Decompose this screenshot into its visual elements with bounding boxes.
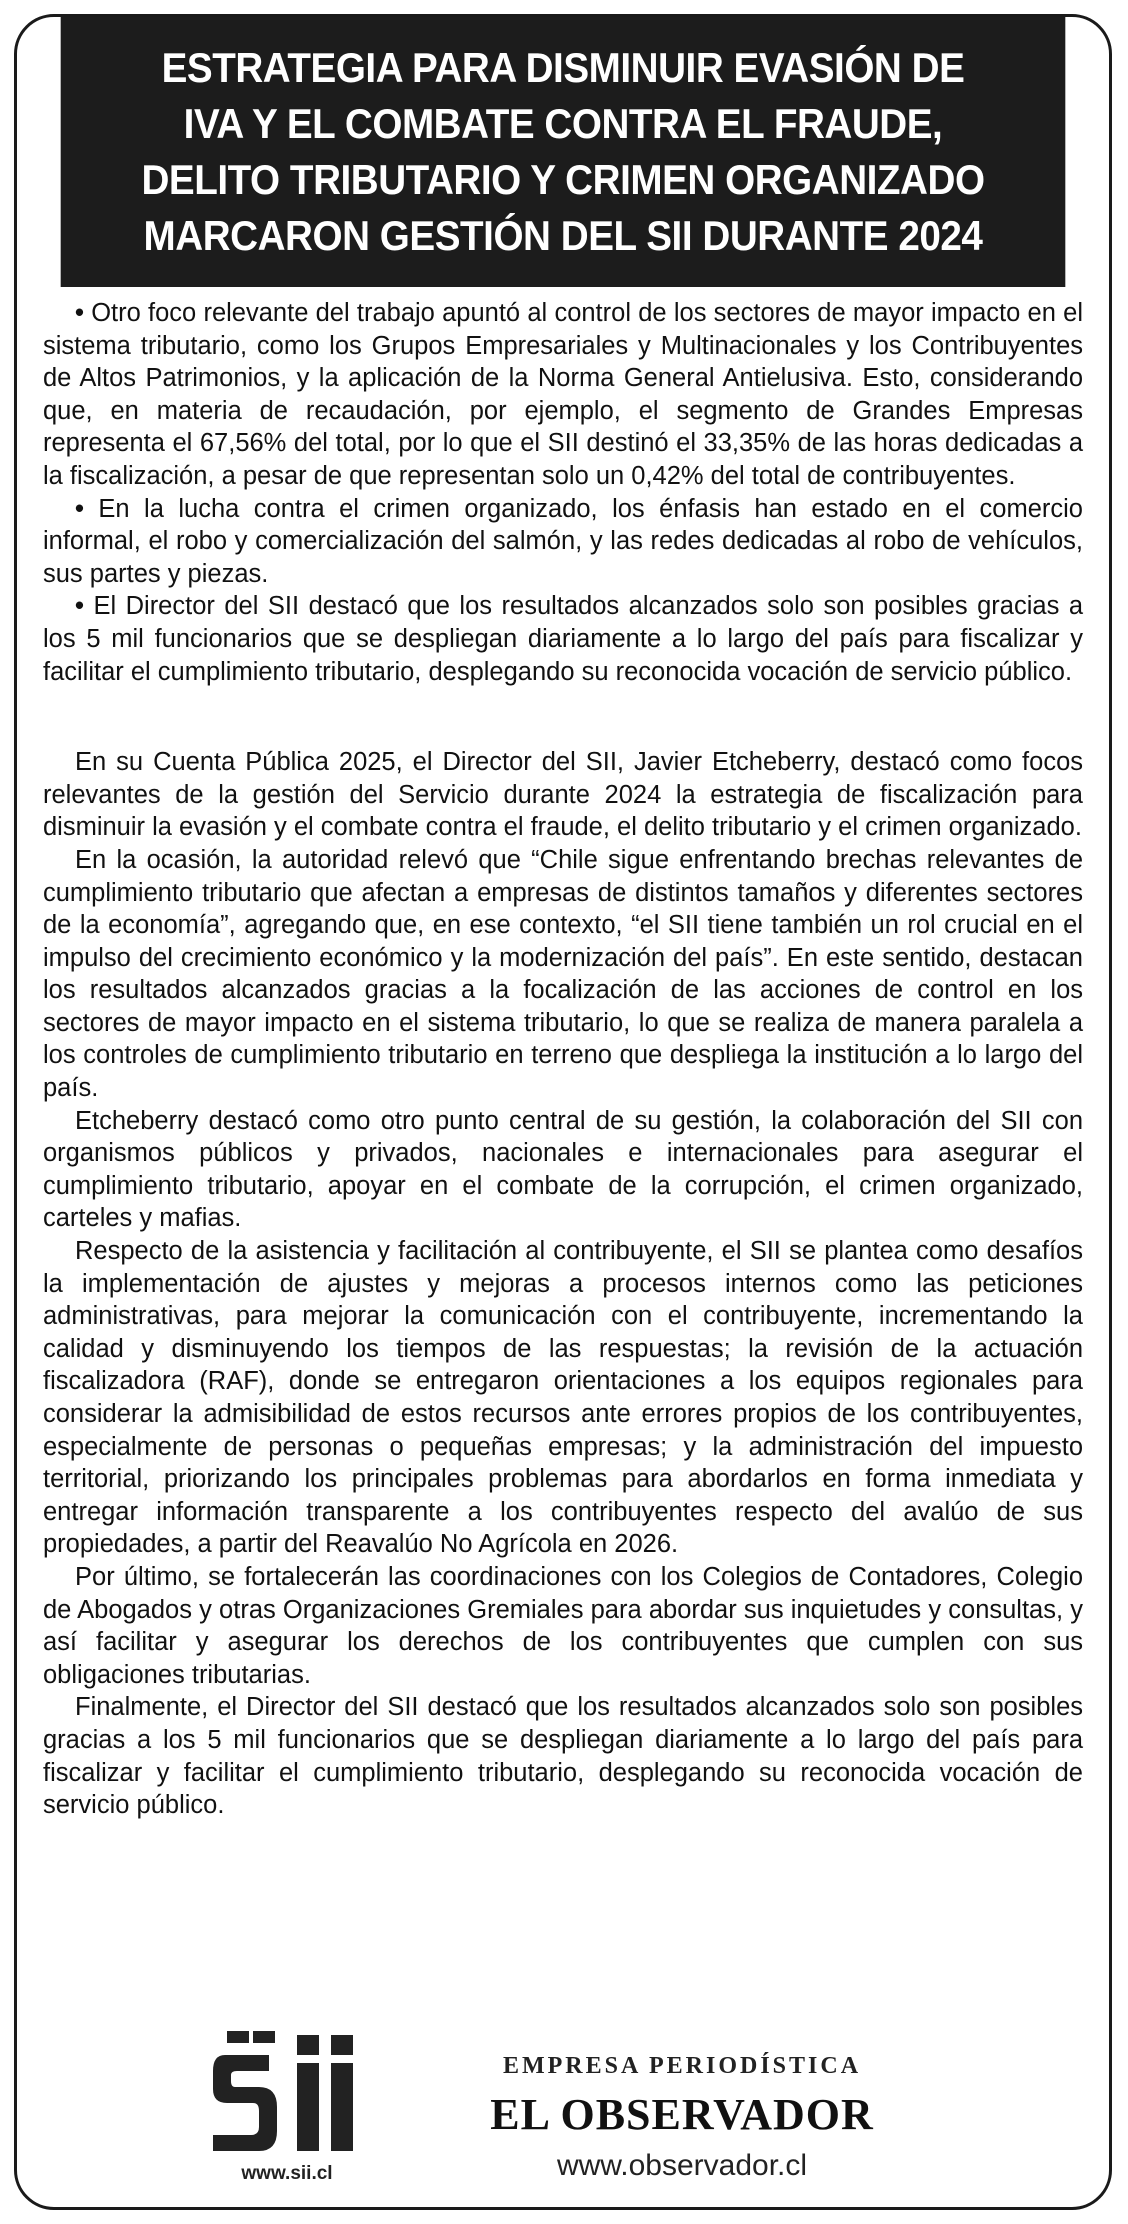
- bullet-item: • Otro foco relevante del trabajo apuntó al control de los sectores de mayor impacto en el sistema tributario, como los Grupos Empresariales y Multinacionales y los Contribuyentes de Altos Patrimonios, y la aplicación de la Norma General Antielusiva. Esto, considerando que, en materia de recaudación, por ejemplo, el segmento de Grandes Empresas representa el 67,56% del total, por lo que el SII destinó el 33,35% de las horas dedicadas a la fiscalización, a pesar de que representan solo un 0,42% del total de contribuyentes.: [43, 299, 1084, 490]
- headline-line: MARCARON GESTIÓN DEL SII DURANTE 2024: [143, 212, 983, 259]
- sii-url: www.sii.cl: [241, 2163, 333, 2184]
- paragraph: Por último, se fortalecerán las coordinaciones con los Colegios de Contadores, Colegio de Abogados y otras Organizaciones Gremiales para abordar sus inquietudes y consultas, y así facilitar y asegurar los derechos de los contribuyentes que cumplen con sus obligaciones tributarias.: [43, 1562, 1083, 1689]
- headline-line: DELITO TRIBUTARIO Y CRIMEN ORGANIZADO: [141, 156, 985, 203]
- article-frame: [14, 14, 1112, 2210]
- sii-logo-icon: [207, 2027, 367, 2167]
- paragraph: Finalmente, el Director del SII destacó que los resultados alcanzados solo son posibles gracias a los 5 mil funcionarios que se despliegan diariamente a lo largo del país para fiscalizar y facilitar el cumplimiento tributario, desplegando su reconocida vocación de servicio público.: [43, 1693, 1083, 1820]
- bullet-icon: •: [75, 592, 94, 621]
- paragraph: Etcheberry destacó como otro punto central de su gestión, la colaboración del SII con organismos públicos y privados, nacionales e internacionales para asegurar el cumplimiento tributario, apoyar en el combate de la corrupción, el crimen organizado, carteles y mafias.: [43, 1106, 1083, 1233]
- bullet-icon: •: [75, 494, 99, 523]
- observador-kicker: EMPRESA PERIODÍSTICA: [502, 2053, 862, 2079]
- footer-logos: [17, 2007, 1109, 2207]
- headline-banner: [61, 17, 1066, 287]
- bullet-item: • El Director del SII destacó que los resultados alcanzados solo son posibles gracias a los 5 mil funcionarios que se despliegan diariamente a lo largo del país para fiscalizar y facilitar el cumplimiento tributario, desplegando su reconocida vocación de servicio público.: [43, 592, 1083, 686]
- bullet-item: • En la lucha contra el crimen organizado, los énfasis han estado en el comercio informal, el robo y comercialización del salmón, y las redes dedicadas al robo de vehículos, sus partes y piezas.: [43, 494, 1083, 588]
- bullet-icon: •: [75, 299, 92, 327]
- headline-line: ESTRATEGIA PARA DISMINUIR EVASIÓN DE: [161, 44, 965, 91]
- observador-url: www.observador.cl: [556, 2149, 808, 2182]
- paragraph: En la ocasión, la autoridad relevó que “Chile sigue enfrentando brechas relevantes de cumplimiento tributario que afectan a empresas de distintos tamaños y diferentes sectores de la economía”, agregando que, en ese contexto, “el SII tiene también un rol crucial en el impulso del crecimiento económico y la modernización del país”. En este sentido, destacan los resultados alcanzados gracias a la focalización de las acciones de control en los sectores de mayor impacto en el sistema tributario, lo que se realiza de manera paralela a los controles de cumplimiento tributario en terreno que despliega la institución a lo largo del país.: [43, 845, 1083, 1103]
- article-body: [17, 287, 1109, 1822]
- paragraph: En su Cuenta Pública 2025, el Director del SII, Javier Etcheberry, destacó como focos relevantes de la gestión del Servicio durante 2024 la estrategia de fiscalización para disminuir la evasión y el combate contra el fraude, el delito tributario y el crimen organizado.: [43, 748, 1083, 842]
- bullet-list: [43, 297, 1083, 688]
- headline-line: IVA Y EL COMBATE CONTRA EL FRAUDE,: [183, 100, 943, 147]
- observador-name: EL OBSERVADOR: [490, 2090, 874, 2139]
- paragraph: Respecto de la asistencia y facilitación al contribuyente, el SII se plantea como desafíos la implementación de ajustes y mejoras a procesos internos como las peticiones administrativas, para mejorar la comunicación con el contribuyente, incrementando la calidad y disminuyendo los tiempos de las respuestas; la revisión de la actuación fiscalizadora (RAF), donde se entregaron orientaciones a los equipos regionales para considerar la admisibilidad de estos recursos ante errores propios de los contribuyentes, especialmente de personas o pequeñas empresas; y la administración del impuesto territorial, priorizando los principales problemas para abordarlos en forma inmediata y entregar información transparente a los contribuyentes respecto del avalúo de sus propiedades, a partir del Reavalúo No Agrícola en 2026.: [43, 1237, 1083, 1559]
